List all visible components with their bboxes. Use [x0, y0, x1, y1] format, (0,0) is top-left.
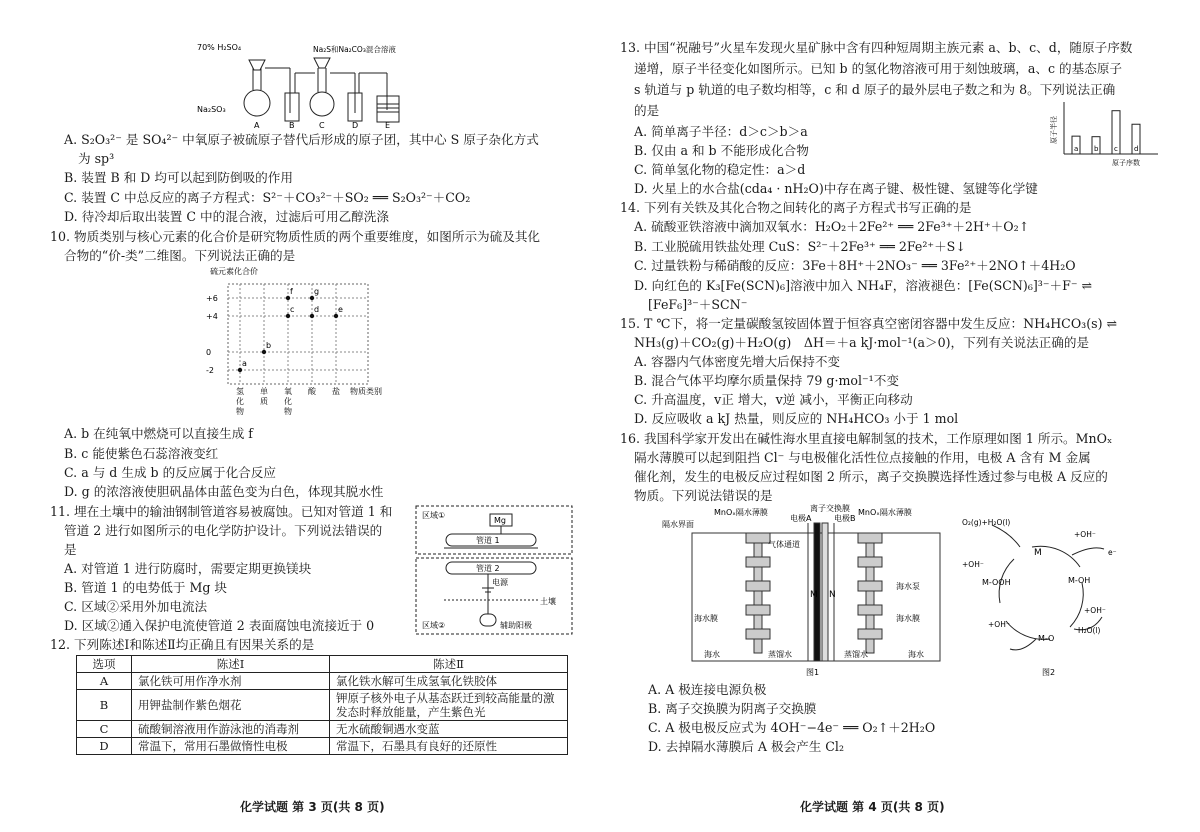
- q13-option-c: C. 简单氢化物的稳定性：a＞d: [634, 162, 806, 177]
- q16-stem: 16. 我国科学家开发出在碱性海水里直接电解制氢的技术，工作原理如图 1 所示。MnOₓ: [620, 431, 1113, 446]
- q16-option-d: D. 去掉隔水薄膜后 A 极会产生 Cl₂: [648, 739, 845, 754]
- chart-xtick: 单: [260, 387, 268, 396]
- chart-point-label-a: a: [242, 359, 247, 368]
- q16-stem-3: 催化剂，发生的电极反应过程如图 2 所示，离子交换膜选择性透过参与电极 A 反应的: [634, 469, 1108, 484]
- region1-label: 区域①: [422, 511, 446, 520]
- chart-point-e: [334, 314, 338, 318]
- q11-stem-3: 是: [64, 542, 77, 557]
- distilled-left: 蒸馏水: [768, 650, 792, 659]
- q12-cell: 用钾盐制作紫色烟花: [132, 690, 330, 721]
- radius-xlabel: 原子序数: [1112, 159, 1140, 167]
- q13-option-a: A. 简单离子半径：d＞c＞b＞a: [634, 124, 808, 139]
- soil-label: 土壤: [540, 597, 556, 606]
- q14-option-c: C. 过量铁粉与稀硝酸的反应：3Fe＋8H⁺＋2NO₃⁻ ══ 3Fe²⁺＋2NO↑＋4H₂O: [634, 258, 1076, 273]
- acid-label: 70% H₂SO₄: [197, 43, 242, 52]
- q15-stem: 15. T ℃下，将一定量碳酸氢铵固体置于恒容真空密闭容器中发生反应：NH₄HCO₃(s) ⇌: [620, 316, 1118, 331]
- q13-stem: 13. 中国“祝融号”火星车发现火星矿脉中含有四种短周期主族元素 a、b、c、d，随原子序数: [620, 40, 1133, 55]
- q14-option-b: B. 工业脱硫用铁盐处理 CuS：S²⁻＋2Fe³⁺ ══ 2Fe²⁺＋S↓: [634, 239, 966, 254]
- chart-xtick: 质: [260, 397, 268, 406]
- electrode-b-label: 电极B: [834, 514, 856, 523]
- q13-stem-3: s 轨道与 p 轨道的电子数均相等，c 和 d 原子的最外层电子数之和为 8。下列说法正确: [634, 82, 1116, 97]
- page-footer-right: 化学试题 第 4 页(共 8 页): [800, 800, 945, 814]
- moh-label: M-OH: [1068, 576, 1091, 585]
- chart-point-label-c: c: [290, 305, 295, 314]
- mooh-label: M-OOH: [982, 578, 1011, 587]
- q9-option-a-cont: 为 sp³: [78, 151, 115, 166]
- q16-stem-2: 隔水薄膜可以起到阻挡 Cl⁻ 与电极催化活性位点接触的作用，电极 A 含有 M 金属: [634, 450, 1091, 465]
- chart-ytick: 0: [206, 348, 212, 357]
- o2-h2o-label: O₂(g)+H₂O(l): [962, 518, 1011, 527]
- q12-stem: 12. 下列陈述Ⅰ和陈述Ⅱ均正确且有因果关系的是: [50, 637, 315, 652]
- q15-stem-2: NH₃(g)＋CO₂(g)＋H₂O(g) ΔH＝＋a kJ·mol⁻¹(a＞0)，下列有关说法正确的是: [634, 335, 1090, 350]
- power-label: 电源: [492, 578, 508, 587]
- chart-point-label-b: b: [266, 341, 272, 350]
- chart-xlabel: 物质类别: [350, 387, 382, 396]
- q11-stem: 11. 埋在土壤中的输油钢制管道容易被腐蚀。已知对管道 1 和: [50, 504, 393, 519]
- q12-cell: 氯化铁可用作净水剂: [132, 673, 330, 690]
- q12-cell: A: [77, 673, 132, 690]
- region2-label: 区域②: [422, 621, 446, 630]
- apparatus-figure: [195, 38, 435, 128]
- electrode-a-label: 电极A: [790, 514, 812, 523]
- q15-option-a: A. 容器内气体密度先增大后保持不变: [634, 354, 841, 369]
- ion-membrane-label: 离子交换膜: [810, 504, 850, 513]
- q12-cell: C: [77, 721, 132, 738]
- q12-header-statement2: 陈述Ⅱ: [330, 656, 568, 673]
- q11-option-c: C. 区域②采用外加电流法: [64, 599, 208, 614]
- m-label: M: [810, 590, 818, 600]
- fig2-caption: 图2: [1042, 668, 1056, 677]
- chart-point-label-e: e: [338, 305, 343, 314]
- chart-point-d: [310, 314, 314, 318]
- pipe-protection-figure: [414, 504, 574, 636]
- electrolyzer-figure: [662, 503, 962, 679]
- gas-channel-label: 气体通道: [768, 540, 800, 549]
- mnox-left-label: MnOₓ隔水薄膜: [714, 508, 768, 517]
- table-row: [77, 690, 568, 721]
- label-d: D: [352, 121, 359, 128]
- aux-anode-label: 辅助阳极: [500, 621, 532, 630]
- q12-cell: 钾原子核外电子从基态跃迁到较高能量的激发态时释放能量，产生紫色光: [330, 690, 568, 721]
- q16-stem-4: 物质。下列说法错误的是: [634, 488, 773, 503]
- q10-stem-cont: 合物的“价-类”二维图。下列说法正确的是: [64, 248, 296, 263]
- chart-xtick: 物: [236, 407, 244, 416]
- flask-reagent-label: Na₂SO₃: [197, 105, 226, 114]
- q11-stem-2: 管道 2 进行如图所示的电化学防护设计。下列说法错误的: [64, 523, 383, 538]
- q15-option-c: C. 升高温度，v正 增大，v逆 减小，平衡正向移动: [634, 392, 913, 407]
- oh-bottom-label: +OH⁻: [988, 620, 1010, 629]
- mo-label: M-O: [1038, 634, 1055, 643]
- seawater-left: 海水: [704, 650, 720, 659]
- seawater-right: 海水: [908, 650, 924, 659]
- distilled-right: 蒸馏水: [844, 650, 868, 659]
- radius-bar-label-d: d: [1134, 145, 1139, 153]
- radius-bar-label-a: a: [1074, 145, 1079, 153]
- oh-right-label: +OH⁻: [1084, 606, 1106, 615]
- page-footer-left: 化学试题 第 3 页(共 8 页): [240, 800, 385, 814]
- chart-ytick: +6: [206, 294, 218, 303]
- q9-option-b: B. 装置 B 和 D 均可以起到防倒吸的作用: [64, 170, 293, 185]
- fig1-caption: 图1: [806, 668, 820, 677]
- chart-xtick: 酸: [308, 387, 316, 396]
- q12-header-statement1: 陈述Ⅰ: [132, 656, 330, 673]
- chart-point-c: [286, 314, 290, 318]
- q13-stem-2: 递增，原子半径变化如图所示。已知 b 的氢化物溶液可用于刻蚀玻璃，a、c 的基态原子: [634, 61, 1123, 76]
- oh-left-label: +OH⁻: [962, 560, 984, 569]
- q14-stem: 14. 下列有关铁及其化合物之间转化的离子方程式书写正确的是: [620, 200, 972, 215]
- radius-bar-label-c: c: [1114, 145, 1118, 153]
- q15-option-d: D. 反应吸收 a kJ 热量，则反应的 NH₄HCO₃ 小于 1 mol: [634, 411, 959, 426]
- chart-frame: [228, 284, 368, 384]
- chart-point-label-f: f: [290, 287, 293, 296]
- radius-bar-label-b: b: [1094, 145, 1099, 153]
- mg-label: Mg: [494, 516, 506, 525]
- pipe1-label: 管道 1: [476, 536, 500, 545]
- n-label: N: [829, 590, 836, 600]
- q12-cell: 常温下，石墨具有良好的还原性: [330, 738, 568, 755]
- chart-ytick: +4: [206, 312, 218, 321]
- q10-stem: 10. 物质类别与核心元素的化合价是研究物质性质的两个重要维度，如图所示为硫及其化: [50, 229, 541, 244]
- seawater-membrane-left: 海水膜: [694, 614, 718, 623]
- interface-label: 隔水界面: [662, 520, 694, 529]
- q10-option-a: A. b 在纯氧中燃烧可以直接生成 f: [64, 426, 253, 441]
- q9-option-c: C. 装置 C 中总反应的离子方程式：S²⁻＋CO₃²⁻＋SO₂ ══ S₂O₃²⁻＋CO₂: [64, 190, 471, 205]
- label-b: B: [289, 121, 295, 128]
- q13-option-b: B. 仅由 a 和 b 不能形成化合物: [634, 143, 809, 158]
- radius-ylabel: 原子半径: [1050, 116, 1058, 144]
- chart-point-f: [286, 296, 290, 300]
- m-state-label: M: [1034, 548, 1042, 558]
- q11-option-d: D. 区域②通入保护电流使管道 2 表面腐蚀电流接近于 0: [64, 618, 375, 633]
- q16-option-b: B. 离子交换膜为阴离子交换膜: [648, 701, 817, 716]
- q10-option-b: B. c 能使紫色石蕊溶液变红: [64, 446, 219, 461]
- q12-cell: 常温下，常用石墨做惰性电极: [132, 738, 330, 755]
- chart-ytick: -2: [206, 366, 214, 375]
- q12-cell: 硫酸铜溶液用作游泳池的消毒剂: [132, 721, 330, 738]
- q13-option-d: D. 火星上的水合盐(cda₄ · nH₂O)中存在离子键、极性键、氢键等化学键: [634, 181, 1038, 196]
- label-c: C: [319, 121, 325, 128]
- q11-option-b: B. 管道 1 的电势低于 Mg 块: [64, 580, 227, 595]
- q12-cell: 氯化铁水解可生成氢氧化铁胶体: [330, 673, 568, 690]
- table-row: [77, 721, 568, 738]
- chart-xtick: 氢: [236, 387, 244, 396]
- table-row: [77, 673, 568, 690]
- chart-xtick: 氧: [284, 387, 292, 396]
- chart-point-label-d: d: [314, 305, 320, 314]
- q15-option-b: B. 混合气体平均摩尔质量保持 79 g·mol⁻¹不变: [634, 373, 899, 388]
- valence-class-chart: [200, 264, 400, 424]
- chart-xtick: 化: [284, 397, 292, 406]
- catalytic-cycle-figure: [962, 515, 1138, 679]
- atomic-radius-chart: [1050, 98, 1162, 168]
- q12-cell: D: [77, 738, 132, 755]
- chart-xtick: 盐: [332, 387, 340, 396]
- chart-point-b: [262, 350, 266, 354]
- pipe2-label: 管道 2: [476, 564, 500, 573]
- h2o-label: H₂O(l): [1078, 626, 1101, 635]
- page-4: [600, 0, 1200, 832]
- mnox-right-label: MnOₓ隔水薄膜: [858, 508, 912, 517]
- q9-option-a: A. S₂O₃²⁻ 是 SO₄²⁻ 中氧原子被硫原子替代后形成的原子团，其中心 S 原子杂化方式: [64, 132, 539, 147]
- q14-option-a: A. 硫酸亚铁溶液中滴加双氧水：H₂O₂＋2Fe²⁺ ══ 2Fe³⁺＋2H⁺＋O₂↑: [634, 219, 1030, 234]
- q9-option-d: D. 待冷却后取出装置 C 中的混合液，过滤后可用乙醇洗涤: [64, 209, 389, 224]
- table-row: [77, 738, 568, 755]
- oh-top-label: +OH⁻: [1074, 530, 1096, 539]
- q12-header-option: 选项: [77, 656, 132, 673]
- label-a: A: [254, 121, 260, 128]
- label-e: E: [385, 121, 391, 128]
- q10-option-c: C. a 与 d 生成 b 的反应属于化合反应: [64, 465, 276, 480]
- chart-point-label-g: g: [314, 287, 320, 296]
- chart-xtick: 物: [284, 407, 292, 416]
- chart-xtick: 化: [236, 397, 244, 406]
- q12-cell: B: [77, 690, 132, 721]
- q16-option-a: A. A 极连接电源负极: [648, 682, 767, 697]
- q10-option-d: D. g 的浓溶液使胆矾晶体由蓝色变为白色，体现其脱水性: [64, 484, 384, 499]
- q16-option-c: C. A 极电极反应式为 4OH⁻−4e⁻ ══ O₂↑＋2H₂O: [648, 720, 936, 735]
- seawater-membrane-right: 海水膜: [896, 614, 920, 623]
- seawater-pump-label: 海水泵: [896, 582, 920, 591]
- chart-point-a: [238, 368, 242, 372]
- chart-point-g: [310, 296, 314, 300]
- q13-stem-4: 的是: [634, 103, 660, 118]
- q14-option-d: D. 向红色的 K₃[Fe(SCN)₆]溶液中加入 NH₄F，溶液褪色：[Fe(SCN)₆]³⁻＋F⁻ ⇌: [634, 278, 1093, 293]
- e-minus-label: e⁻: [1108, 548, 1117, 557]
- q11-option-a: A. 对管道 1 进行防腐时，需要定期更换镁块: [64, 561, 312, 576]
- chart-ylabel: 硫元素化合价: [210, 267, 258, 276]
- q14-option-d-cont: [FeF₆]³⁻＋SCN⁻: [648, 297, 748, 312]
- mix-label: Na₂S和Na₂CO₃混合溶液: [313, 45, 396, 54]
- q12-table: [76, 655, 568, 755]
- q12-cell: 无水硫酸铜遇水变蓝: [330, 721, 568, 738]
